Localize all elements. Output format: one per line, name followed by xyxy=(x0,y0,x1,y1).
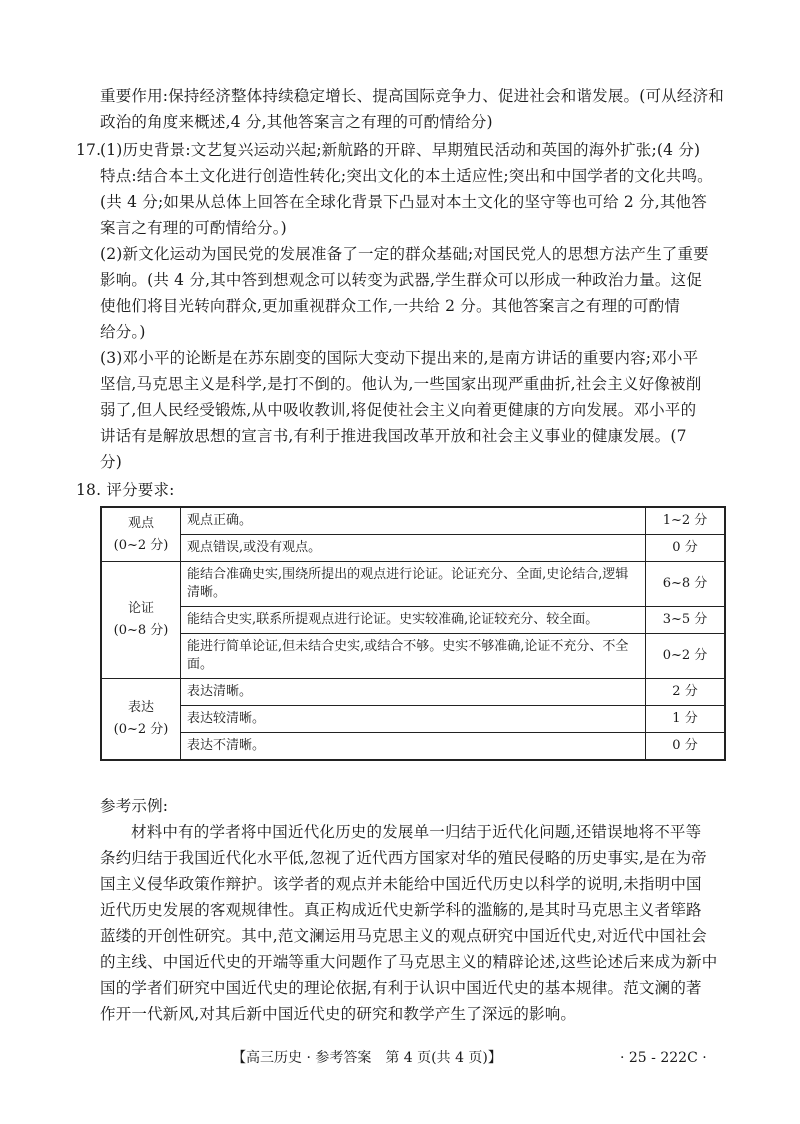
q17-line: 特点:结合本土文化进行创造性转化;突出文化的本土适应性;突出和中国学者的文化共鸣。 xyxy=(100,167,713,185)
q17-line: 给分。) xyxy=(100,323,146,341)
q17-line: 弱了,但人民经受锻炼,从中吸收教训,将促使社会主义向着更健康的方向发展。邓小平的 xyxy=(100,401,697,419)
table-row xyxy=(101,562,725,607)
example-line: 材料中有的学者将中国近代化历史的发展单一归结于近代化问题,还错误地将不平等 xyxy=(131,823,702,841)
q17-line: 案言之有理的可酌情给分。) xyxy=(100,219,287,237)
rubric-description: 能结合准确史实,围绕所提出的观点进行论证。论证充分、全面,史论结合,逻辑清晰。 xyxy=(181,562,646,607)
rubric-score: 6~8 分 xyxy=(646,562,726,607)
q18-heading: 18. 评分要求: xyxy=(76,481,175,499)
rubric-description: 能结合史实,联系所提观点进行论证。史实较准确,论证较充分、较全面。 xyxy=(181,607,646,634)
rubric-description: 表达清晰。 xyxy=(181,679,646,706)
intro-line-1: 重要作用:保持经济整体持续稳定增长、提高国际竞争力、促进社会和谐发展。(可从经济和 xyxy=(100,87,724,105)
rubric-score: 3~5 分 xyxy=(646,607,726,634)
example-line: 近代历史发展的客观规律性。真正构成近代史新学科的滥觞的,是其时马克思主义者筚路 xyxy=(100,901,702,919)
example-line: 国的学者们研究中国近代史的理论依据,有利于认识中国近代史的基本规律。范文澜的著 xyxy=(100,979,702,997)
q17-line: (1)历史背景:文艺复兴运动兴起;新航路的开辟、早期殖民活动和英国的海外扩张;(4 分) xyxy=(100,141,701,159)
intro-line-2: 政治的角度来概述,4 分,其他答案言之有理的可酌情给分) xyxy=(100,113,493,131)
rubric-description: 能进行简单论证,但未结合史实,或结合不够。史实不够准确,论证不充分、不全面。 xyxy=(181,634,646,679)
rubric-category: 表达 (0~2 分) xyxy=(101,679,181,761)
rubric-description: 表达较清晰。 xyxy=(181,706,646,733)
rubric-score: 0~2 分 xyxy=(646,634,726,679)
table-row xyxy=(101,679,725,706)
page-footer-title: 【高三历史 · 参考答案 第 4 页(共 4 页)】 xyxy=(232,1050,502,1066)
example-line: 国主义侵华政策作辩护。该学者的观点并未能给中国近代历史以科学的说明,未指明中国 xyxy=(100,875,702,893)
rubric-score: 1 分 xyxy=(646,706,726,733)
rubric-description: 表达不清晰。 xyxy=(181,733,646,761)
q17-line: 坚信,马克思主义是科学,是打不倒的。他认为,一些国家出现严重曲折,社会主义好像被削 xyxy=(100,375,702,393)
q17-line: 分) xyxy=(100,453,122,471)
table-row xyxy=(101,535,725,562)
q17-line: (2)新文化运动为国民党的发展准备了一定的群众基础;对国民党人的思想方法产生了重要 xyxy=(100,245,709,263)
table-row xyxy=(101,634,725,679)
table-row xyxy=(101,507,725,535)
table-row xyxy=(101,706,725,733)
table-row xyxy=(101,733,725,761)
scoring-rubric-table xyxy=(100,506,726,761)
q17-line: 讲话有是解放思想的宣言书,有利于推进我国改革开放和社会主义事业的健康发展。(7 xyxy=(100,427,687,445)
q17-number: 17. xyxy=(76,141,102,159)
table-row xyxy=(101,607,725,634)
rubric-description: 观点正确。 xyxy=(181,507,646,535)
q17-line: (共 4 分;如果从总体上回答在全球化背景下凸显对本土文化的坚守等也可给 2 分,其他答 xyxy=(100,193,707,211)
example-label: 参考示例: xyxy=(100,797,169,815)
rubric-score: 1~2 分 xyxy=(646,507,726,535)
example-line: 作开一代新风,对其后新中国近代史的研究和教学产生了深远的影响。 xyxy=(100,1005,577,1023)
rubric-description: 观点错误,或没有观点。 xyxy=(181,535,646,562)
rubric-category: 论证 (0~8 分) xyxy=(101,562,181,679)
example-line: 蓝缕的开创性研究。其中,范文澜运用马克思主义的观点研究中国近代史,对近代中国社会 xyxy=(100,927,707,945)
example-line: 条约归结于我国近代化水平低,忽视了近代西方国家对华的殖民侵略的历史事实,是在为帝 xyxy=(100,849,707,867)
rubric-score: 0 分 xyxy=(646,733,726,761)
example-line: 的主线、中国近代史的开端等重大问题作了马克思主义的精辟论述,这些论述后来成为新中 xyxy=(100,953,718,971)
q17-line: 使他们将目光转向群众,更加重视群众工作,一共给 2 分。其他答案言之有理的可酌情 xyxy=(100,297,681,315)
rubric-category: 观点 (0~2 分) xyxy=(101,507,181,562)
rubric-score: 2 分 xyxy=(646,679,726,706)
page-footer-code: · 25 - 222C · xyxy=(620,1050,707,1066)
rubric-score: 0 分 xyxy=(646,535,726,562)
q17-line: (3)邓小平的论断是在苏东剧变的国际大变动下提出来的,是南方讲话的重要内容;邓小平 xyxy=(100,349,699,367)
q17-line: 影响。(共 4 分,其中答到想观念可以转变为武器,学生群众可以形成一种政治力量。这促 xyxy=(100,271,703,289)
